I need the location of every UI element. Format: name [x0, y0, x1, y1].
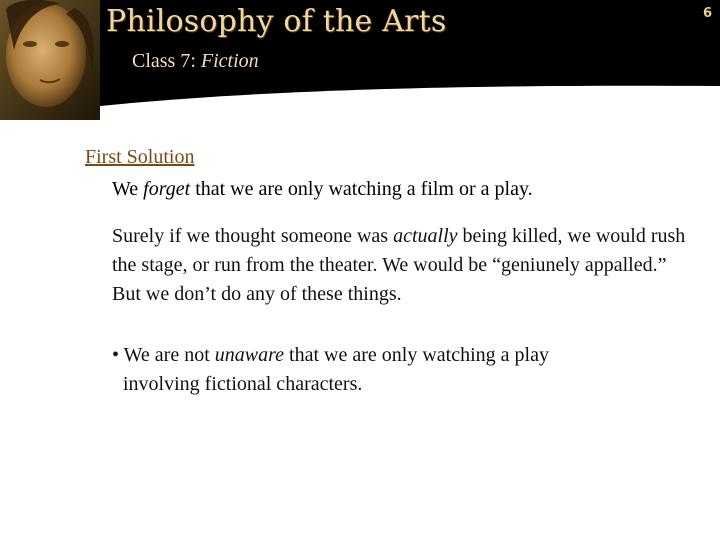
- bullet-item: [112, 341, 702, 399]
- subtitle-italic: Fiction: [200, 50, 259, 72]
- page-number: 6: [702, 6, 712, 21]
- line1-post: that we are only watching a film or a play.: [190, 178, 533, 200]
- section-heading: First Solution: [85, 146, 195, 168]
- subtitle-prefix: Class 7:: [132, 50, 201, 72]
- bullet-post-2: involving fictional characters.: [123, 373, 363, 395]
- body-paragraph: [112, 222, 692, 309]
- bullet-pre: We are not: [119, 344, 215, 366]
- bullet-italic: unaware: [214, 344, 285, 366]
- para-italic: actually: [393, 225, 458, 247]
- line1-pre: We: [112, 178, 144, 200]
- line1-italic: forget: [143, 178, 191, 200]
- header-title: Philosophy of the Arts: [106, 4, 447, 39]
- body-line-1: [112, 178, 533, 201]
- bullet-post-1: that we are only watching a play: [284, 344, 549, 366]
- para-post: being killed, we would rush the stage, or run from the theater. We would be “geniunely appalled.” But we don’t do any of these things.: [112, 225, 686, 305]
- para-pre: Surely if we thought someone was: [112, 225, 394, 247]
- bullet-glyph: •: [112, 344, 120, 366]
